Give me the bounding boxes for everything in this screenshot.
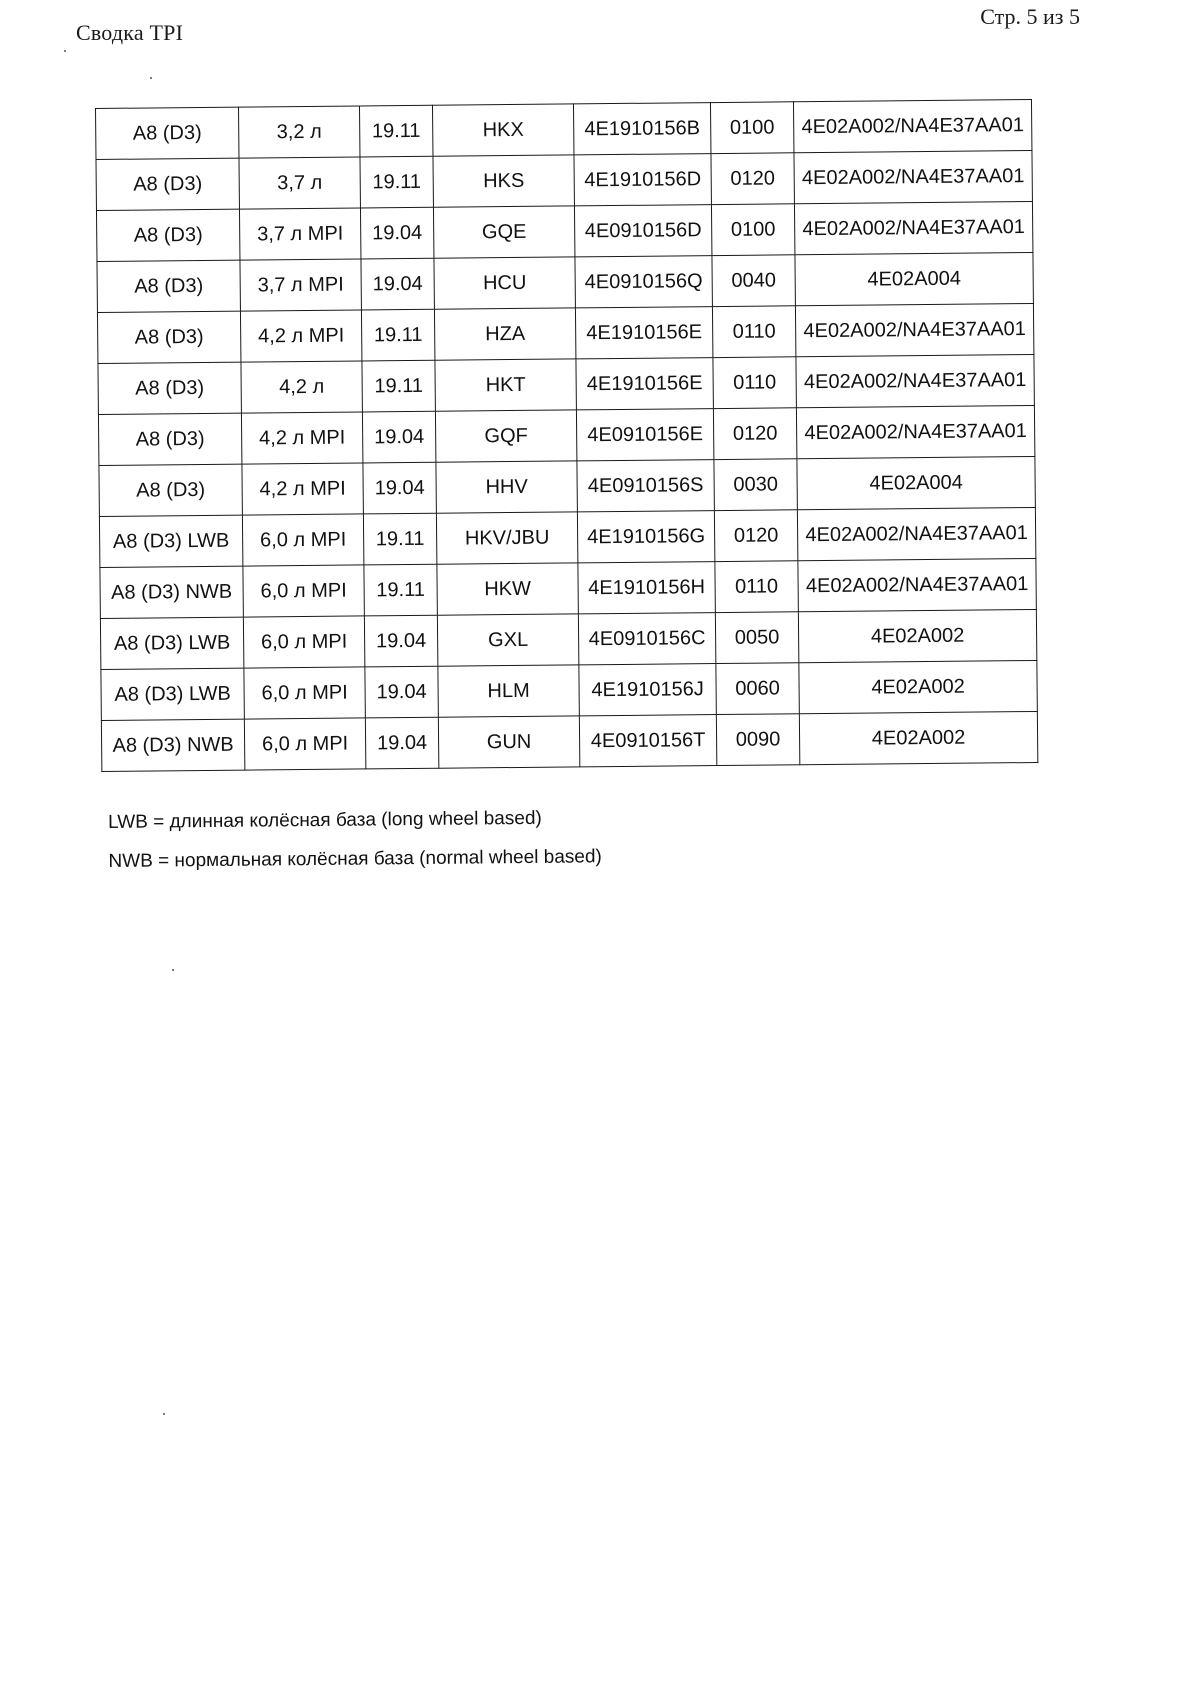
engine-code-cell: HLM [438, 665, 579, 717]
part-number-cell: 4E1910156H [578, 562, 715, 614]
date-cell: 19.04 [360, 207, 433, 259]
version-cell: 0090 [716, 714, 799, 766]
tpi-table-body [96, 100, 1038, 772]
engine-cell: 3,7 л MPI [239, 208, 360, 260]
engine-code-cell: HZA [434, 308, 575, 360]
date-cell: 19.11 [362, 360, 435, 412]
engine-cell: 6,0 л MPI [244, 718, 365, 770]
part-number-cell: 4E0910156C [578, 613, 715, 665]
table-row [98, 405, 1034, 465]
part-number-cell: 4E1910156B [573, 103, 710, 155]
date-cell: 19.11 [359, 105, 432, 157]
part-number-cell: 4E1910156D [574, 154, 711, 206]
table-row [98, 354, 1034, 414]
software-cell: 4E02A002 [799, 660, 1037, 713]
part-number-cell: 4E1910156G [577, 511, 714, 563]
model-cell: A8 (D3) [96, 209, 239, 261]
engine-cell: 3,2 л [238, 106, 359, 158]
engine-code-cell: GXL [437, 614, 578, 666]
table-row [97, 253, 1033, 313]
table-row [101, 711, 1037, 771]
software-cell: 4E02A002/NA4E37AA01 [793, 100, 1031, 153]
part-number-cell: 4E0910156Q [575, 256, 712, 308]
note-lwb: LWB = длинная колёсная база (long wheel based) [108, 807, 542, 833]
software-cell: 4E02A004 [795, 253, 1033, 306]
engine-cell: 6,0 л MPI [242, 514, 363, 566]
date-cell: 19.04 [363, 462, 436, 514]
software-cell: 4E02A004 [797, 456, 1035, 509]
software-cell: 4E02A002/NA4E37AA01 [797, 507, 1035, 560]
model-cell: A8 (D3) [99, 464, 242, 516]
software-cell: 4E02A002/NA4E37AA01 [796, 354, 1034, 407]
date-cell: 19.11 [360, 156, 433, 208]
model-cell: A8 (D3) LWB [100, 617, 243, 669]
date-cell: 19.04 [361, 258, 434, 310]
engine-cell: 4,2 л MPI [241, 412, 362, 464]
version-cell: 0110 [715, 561, 798, 613]
scan-speck [163, 1413, 165, 1415]
note-nwb: NWB = нормальная колёсная база (normal wheel based) [108, 846, 602, 872]
footnotes [108, 805, 602, 888]
version-cell: 0060 [716, 663, 799, 715]
engine-code-cell: HKT [435, 359, 576, 411]
engine-cell: 4,2 л [241, 361, 362, 413]
engine-code-cell: GUN [438, 716, 579, 768]
version-cell: 0030 [714, 459, 797, 511]
date-cell: 19.04 [364, 615, 437, 667]
scan-speck [64, 50, 66, 52]
version-cell: 0050 [715, 612, 798, 664]
engine-cell: 3,7 л [239, 157, 360, 209]
software-cell: 4E02A002 [799, 711, 1037, 764]
engine-cell: 3,7 л MPI [240, 259, 361, 311]
table-row [96, 100, 1032, 160]
engine-code-cell: HKX [432, 104, 573, 156]
date-cell: 19.11 [361, 309, 434, 361]
version-cell: 0120 [711, 153, 794, 205]
software-cell: 4E02A002/NA4E37AA01 [795, 304, 1033, 357]
version-cell: 0120 [713, 408, 796, 460]
model-cell: A8 (D3) NWB [100, 566, 243, 618]
table-row [99, 507, 1035, 567]
part-number-cell: 4E0910156D [574, 205, 711, 257]
version-cell: 0110 [713, 357, 796, 409]
model-cell: A8 (D3) [98, 413, 241, 465]
software-cell: 4E02A002/NA4E37AA01 [794, 202, 1032, 255]
part-number-cell: 4E0910156T [579, 715, 716, 767]
engine-code-cell: HKW [437, 563, 578, 615]
engine-cell: 4,2 л MPI [240, 310, 361, 362]
software-cell: 4E02A002/NA4E37AA01 [794, 151, 1032, 204]
model-cell: A8 (D3) [98, 362, 241, 414]
part-number-cell: 4E0910156E [576, 409, 713, 461]
date-cell: 19.11 [364, 564, 437, 616]
engine-code-cell: HHV [436, 461, 577, 513]
table-row [96, 151, 1032, 211]
model-cell: A8 (D3) [96, 158, 239, 210]
scan-speck [150, 77, 152, 79]
part-number-cell: 4E1910156E [575, 307, 712, 359]
model-cell: A8 (D3) [97, 311, 240, 363]
part-number-cell: 4E1910156J [579, 664, 716, 716]
tpi-table [95, 99, 1038, 772]
engine-cell: 4,2 л MPI [242, 463, 363, 515]
table-row [99, 456, 1035, 516]
date-cell: 19.11 [363, 513, 436, 565]
part-number-cell: 4E1910156E [576, 358, 713, 410]
table-row [100, 609, 1036, 669]
model-cell: A8 (D3) LWB [101, 668, 244, 720]
engine-cell: 6,0 л MPI [244, 667, 365, 719]
model-cell: A8 (D3) NWB [101, 719, 244, 771]
engine-cell: 6,0 л MPI [243, 616, 364, 668]
table-row [96, 202, 1032, 262]
date-cell: 19.04 [365, 717, 438, 769]
engine-code-cell: GQF [435, 410, 576, 462]
model-cell: A8 (D3) [97, 260, 240, 312]
engine-code-cell: HKS [433, 155, 574, 207]
table-row [100, 558, 1036, 618]
software-cell: 4E02A002 [798, 609, 1036, 662]
version-cell: 0100 [710, 102, 793, 154]
model-cell: A8 (D3) [96, 107, 239, 159]
version-cell: 0110 [712, 306, 795, 358]
part-number-cell: 4E0910156S [577, 460, 714, 512]
table-row [101, 660, 1037, 720]
engine-code-cell: HCU [434, 257, 575, 309]
date-cell: 19.04 [365, 666, 438, 718]
document-title: Сводка TPI [76, 20, 184, 45]
version-cell: 0120 [714, 510, 797, 562]
engine-code-cell: HKV/JBU [436, 512, 577, 564]
engine-code-cell: GQE [433, 206, 574, 258]
tpi-table-container [95, 99, 1038, 772]
scan-speck [172, 969, 174, 971]
version-cell: 0100 [711, 204, 794, 256]
version-cell: 0040 [712, 255, 795, 307]
page-number: Стр. 5 из 5 [980, 4, 1080, 29]
table-row [97, 304, 1033, 364]
engine-cell: 6,0 л MPI [243, 565, 364, 617]
date-cell: 19.04 [362, 411, 435, 463]
software-cell: 4E02A002/NA4E37AA01 [796, 405, 1034, 458]
software-cell: 4E02A002/NA4E37AA01 [798, 558, 1036, 611]
model-cell: A8 (D3) LWB [99, 515, 242, 567]
